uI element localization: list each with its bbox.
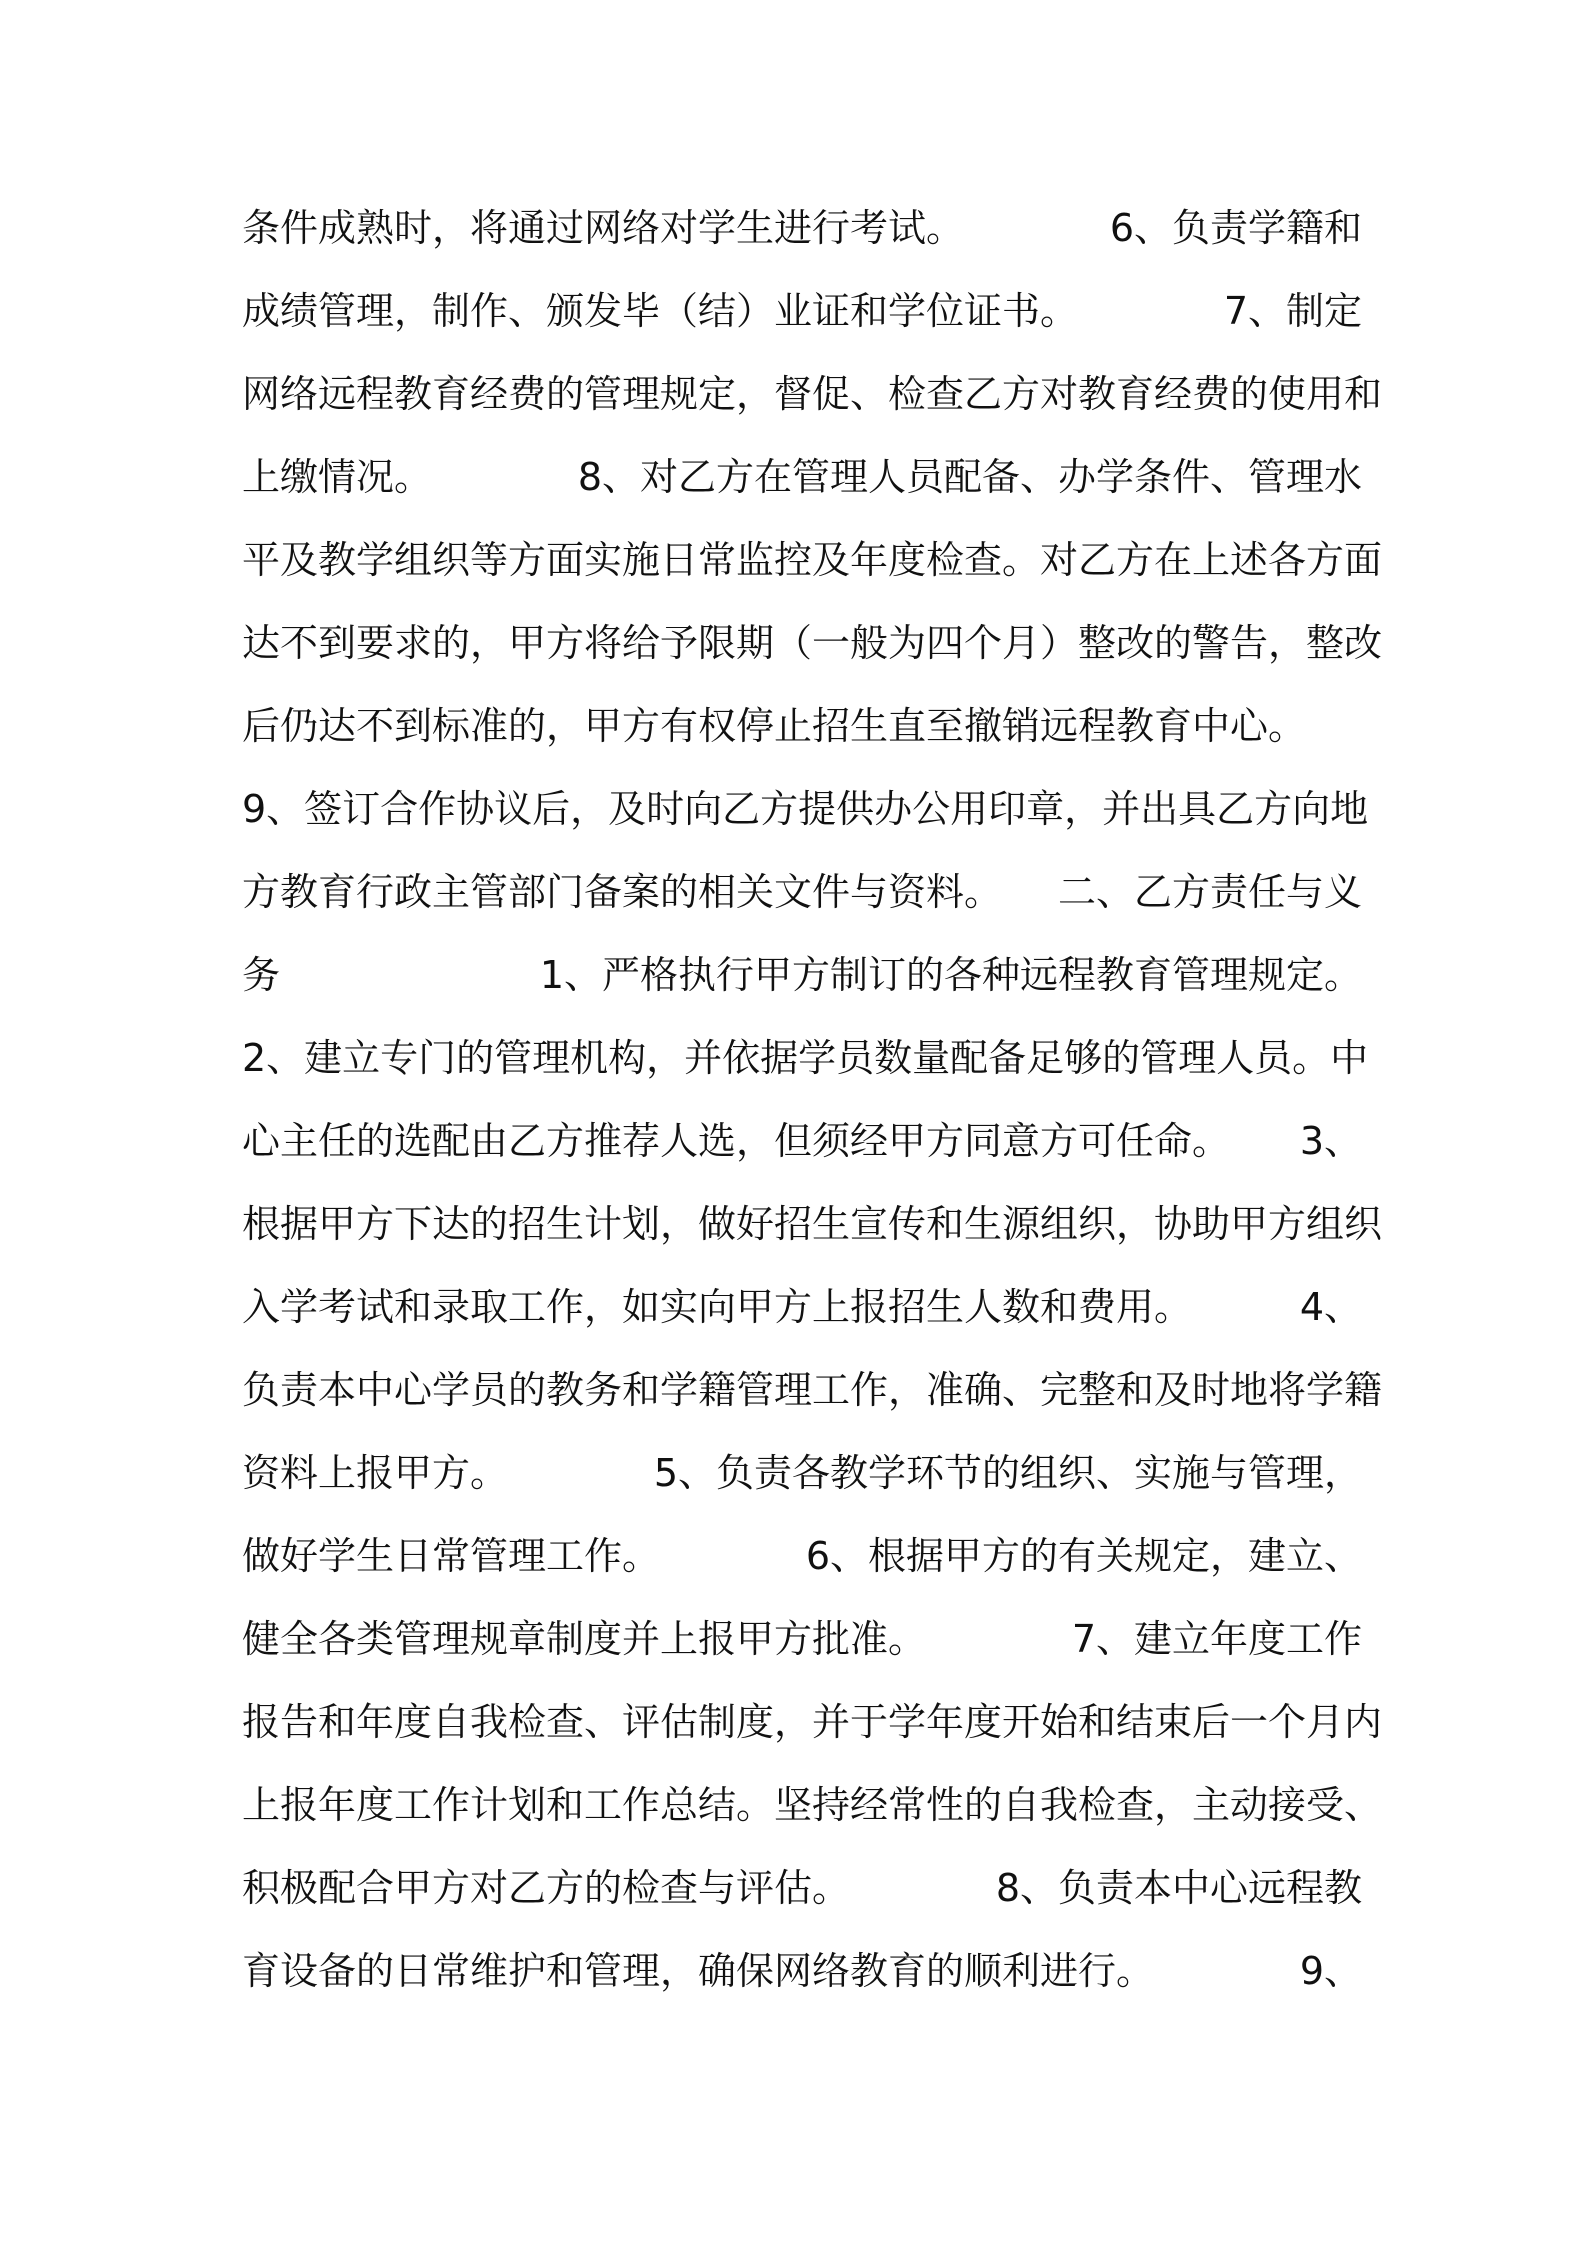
text-line xyxy=(242,1611,1362,1694)
text-line xyxy=(242,1445,1362,1528)
text-segment: 2、建立专门的管理机构，并依据学员数量配备足够的管理人员。中 xyxy=(242,1036,1369,1080)
text-line xyxy=(242,449,1362,532)
text-segment: 8、对乙方在管理人员配备、办学条件、管理水 xyxy=(577,455,1362,499)
text-segment: 方教育行政主管部门备案的相关文件与资料。 xyxy=(242,870,1003,914)
text-line xyxy=(242,1860,1362,1943)
text-segment: 网络远程教育经费的管理规定，督促、检查乙方对教育经费的使用和 xyxy=(242,372,1383,416)
text-line xyxy=(242,366,1383,449)
text-line xyxy=(242,1279,1362,1362)
text-segment: 7、建立年度工作 xyxy=(1071,1617,1362,1661)
text-segment: 5、负责各教学环节的组织、实施与管理， xyxy=(653,1451,1362,1495)
text-segment: 做好学生日常管理工作。 xyxy=(242,1534,661,1578)
text-segment: 务 xyxy=(242,953,281,997)
text-segment: 负责本中心学员的教务和学籍管理工作，准确、完整和及时地将学籍 xyxy=(242,1368,1383,1412)
text-segment: 心主任的选配由乙方推荐人选，但须经甲方同意方可任命。 xyxy=(242,1119,1231,1163)
text-segment: 1、严格执行甲方制订的各种远程教育管理规定。 xyxy=(539,953,1362,997)
text-segment: 入学考试和录取工作，如实向甲方上报招生人数和费用。 xyxy=(242,1285,1193,1329)
text-segment: 9、签订合作协议后，及时向乙方提供办公用印章，并出具乙方向地 xyxy=(242,787,1369,831)
text-line xyxy=(242,864,1362,947)
text-line xyxy=(242,947,1362,1030)
text-segment: 根据甲方下达的招生计划，做好招生宣传和生源组织，协助甲方组织 xyxy=(242,1202,1383,1246)
text-segment: 后仍达不到标准的，甲方有权停止招生直至撤销远程教育中心。 xyxy=(242,704,1307,748)
text-line xyxy=(242,1777,1383,1860)
text-segment: 二、乙方责任与义 xyxy=(1057,870,1362,914)
text-segment: 报告和年度自我检查、评估制度，并于学年度开始和结束后一个月内 xyxy=(242,1700,1383,1744)
text-segment: 达不到要求的，甲方将给予限期（一般为四个月）整改的警告，整改 xyxy=(242,621,1383,665)
text-line xyxy=(242,1528,1362,1611)
text-segment: 健全各类管理规章制度并上报甲方批准。 xyxy=(242,1617,927,1661)
text-line xyxy=(242,1196,1383,1279)
text-segment: 3、 xyxy=(1299,1119,1362,1163)
text-segment: 资料上报甲方。 xyxy=(242,1451,509,1495)
text-segment: 积极配合甲方对乙方的检查与评估。 xyxy=(242,1866,851,1910)
text-line xyxy=(242,1030,1369,1113)
text-segment: 条件成熟时，将通过网络对学生进行考试。 xyxy=(242,206,965,250)
text-segment: 6、根据甲方的有关规定，建立、 xyxy=(805,1534,1362,1578)
text-line xyxy=(242,1694,1383,1777)
text-segment: 成绩管理，制作、颁发毕（结）业证和学位证书。 xyxy=(242,289,1079,333)
text-segment: 上报年度工作计划和工作总结。坚持经常性的自我检查，主动接受、 xyxy=(242,1783,1383,1827)
text-segment: 7、制定 xyxy=(1223,289,1362,333)
text-segment: 育设备的日常维护和管理，确保网络教育的顺利进行。 xyxy=(242,1949,1155,1993)
text-segment: 8、负责本中心远程教 xyxy=(995,1866,1362,1910)
text-segment: 9、 xyxy=(1299,1949,1362,1993)
text-line xyxy=(242,615,1383,698)
text-line xyxy=(242,1362,1383,1445)
text-segment: 4、 xyxy=(1299,1285,1362,1329)
text-segment: 平及教学组织等方面实施日常监控及年度检查。对乙方在上述各方面 xyxy=(242,538,1383,582)
text-line xyxy=(242,781,1369,864)
text-line xyxy=(242,283,1362,366)
text-line xyxy=(242,1943,1362,2026)
text-line xyxy=(242,698,1362,781)
text-line xyxy=(242,200,1362,283)
document-body xyxy=(242,200,1383,2026)
text-line xyxy=(242,532,1383,615)
text-line xyxy=(242,1113,1362,1196)
text-segment: 6、负责学籍和 xyxy=(1109,206,1362,250)
text-segment: 上缴情况。 xyxy=(242,455,433,499)
